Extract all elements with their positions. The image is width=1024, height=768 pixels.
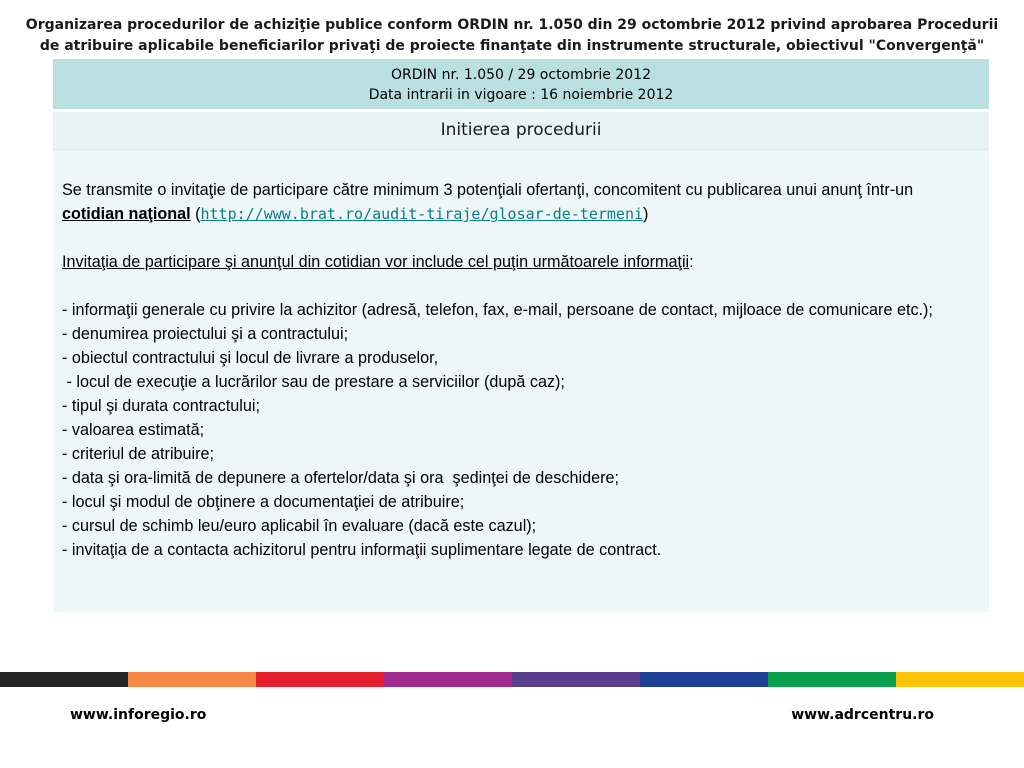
list-item: - informaţii generale cu privire la achizitor (adresă, telefon, fax, e-mail, persoane de contact, mijloace de comunicare etc.);: [62, 301, 933, 319]
subheading: [62, 250, 977, 274]
intro-paragraph: [62, 178, 977, 226]
info-list: [62, 298, 977, 562]
footer-link-inforegio[interactable]: www.inforegio.ro: [70, 707, 207, 723]
list-item: - tipul şi durata contractului;: [62, 397, 260, 415]
stripe-segment: [256, 672, 384, 687]
stripe-segment: [128, 672, 256, 687]
subheading-text: Invitaţia de participare şi anunţul din cotidian vor include cel puţin următoarele informaţii: [62, 253, 690, 271]
order-number: ORDIN nr. 1.050 / 29 octombrie 2012: [391, 67, 651, 83]
footer-link-adrcentru[interactable]: www.adrcentru.ro: [791, 707, 934, 723]
list-item: - invitaţia de a contacta achizitorul pentru informaţii suplimentare legate de contract.: [62, 541, 662, 559]
list-item: - cursul de schimb leu/euro aplicabil în evaluare (dacă este cazul);: [62, 517, 537, 535]
stripe-segment: [512, 672, 640, 687]
content-box: [53, 150, 989, 612]
list-item: - obiectul contractului şi locul de livrare a produselor,: [62, 349, 439, 367]
stripe-segment: [0, 672, 128, 687]
effective-date: Data intrarii in vigoare : 16 noiembrie 2012: [368, 87, 674, 103]
close-paren: ): [643, 205, 649, 223]
stripe-segment: [768, 672, 896, 687]
section-title: Initierea procedurii: [53, 112, 989, 150]
stripe-segment: [640, 672, 768, 687]
list-item: - locul şi modul de obţinere a documentaţiei de atribuire;: [62, 493, 465, 511]
order-header: [53, 59, 989, 109]
list-item: - valoarea estimată;: [62, 421, 205, 439]
keyword-cotidian: cotidian naţional: [62, 205, 191, 223]
page-title: Organizarea procedurilor de achiziţie publice conform ORDIN nr. 1.050 din 29 octombrie 2012 privind aprobarea Procedurii de atribuire aplicabile beneficiarilor privaţi de proiecte finanţate din instrumente structurale, obiectivul "Convergenţă": [25, 17, 999, 54]
list-item: - locul de execuţie a lucrărilor sau de prestare a serviciilor (după caz);: [62, 373, 565, 391]
stripe-segment: [896, 672, 1024, 687]
list-item: - denumirea proiectului şi a contractului;: [62, 325, 349, 343]
color-stripe: [0, 672, 1024, 687]
subheading-colon: :: [689, 253, 694, 271]
list-item: - criteriul de atribuire;: [62, 445, 215, 463]
stripe-segment: [384, 672, 512, 687]
intro-text: Se transmite o invitaţie de participare către minimum 3 potenţiali ofertanţi, concomitent cu publicarea unui anunţ într-un: [62, 181, 914, 199]
open-paren: (: [190, 205, 201, 223]
brat-link[interactable]: http://www.brat.ro/audit-tiraje/glosar-de-termeni: [200, 205, 644, 223]
list-item: - data şi ora-limită de depunere a ofertelor/data şi ora şedinţei de deschidere;: [62, 469, 619, 487]
